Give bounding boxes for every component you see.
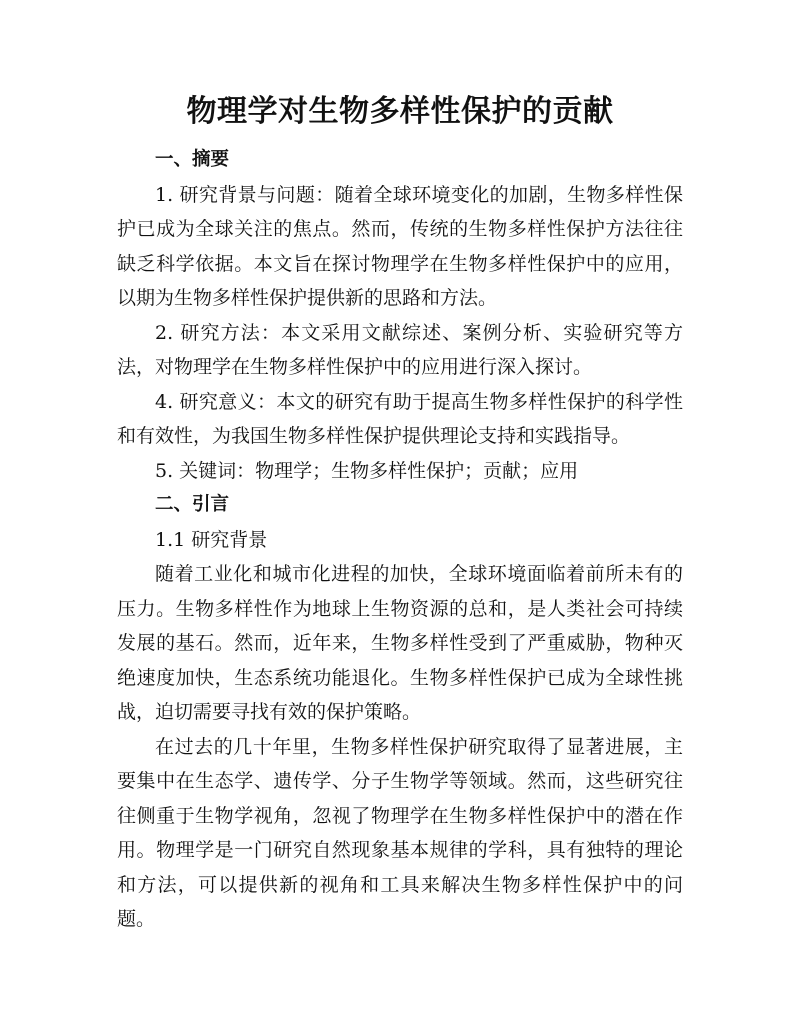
abstract-item-2: 2. 研究方法：本文采用文献综述、案例分析、实验研究等方法，对物理学在生物多样性保护中的应用进行深入探讨。 (117, 321, 683, 378)
abstract-item-4: 4. 研究意义：本文的研究有助于提高生物多样性保护的科学性和有效性，为我国生物多样性保护提供理论支持和实践指导。 (117, 390, 683, 447)
section-heading-introduction: 二、引言 (155, 494, 230, 515)
introduction-paragraph-2: 在过去的几十年里，生物多样性保护研究取得了显著进展，主要集中在生态学、遗传学、分子生物学等领域。然而，这些研究往往侧重于生物学视角，忽视了物理学在生物多样性保护中的潜在作用。物理学是一门研究自然现象基本规律的学科，具有独特的理论和方法，可以提供新的视角和工具来解决生物多样性保护中的问题。 (117, 735, 683, 930)
abstract-item-1: 1. 研究背景与问题：随着全球环境变化的加剧，生物多样性保护已成为全球关注的焦点。然而，传统的生物多样性保护方法往往缺乏科学依据。本文旨在探讨物理学在生物多样性保护中的应用，以期为生物多样性保护提供新的思路和方法。 (117, 183, 683, 309)
document-body (117, 143, 683, 937)
subsection-heading-research-background: 1.1 研究背景 (155, 528, 268, 551)
introduction-paragraph-1: 随着工业化和城市化进程的加快，全球环境面临着前所未有的压力。生物多样性作为地球上生物资源的总和，是人类社会可持续发展的基石。然而，近年来，生物多样性受到了严重威胁，物种灭绝速度加快，生态系统功能退化。生物多样性保护已成为全球性挑战，迫切需要寻找有效的保护策略。 (117, 563, 683, 723)
document-title: 物理学对生物多样性保护的贡献 (186, 94, 614, 129)
abstract-item-5-keywords: 5. 关键词：物理学；生物多样性保护；贡献；应用 (155, 459, 579, 482)
section-heading-abstract: 一、摘要 (155, 149, 230, 170)
